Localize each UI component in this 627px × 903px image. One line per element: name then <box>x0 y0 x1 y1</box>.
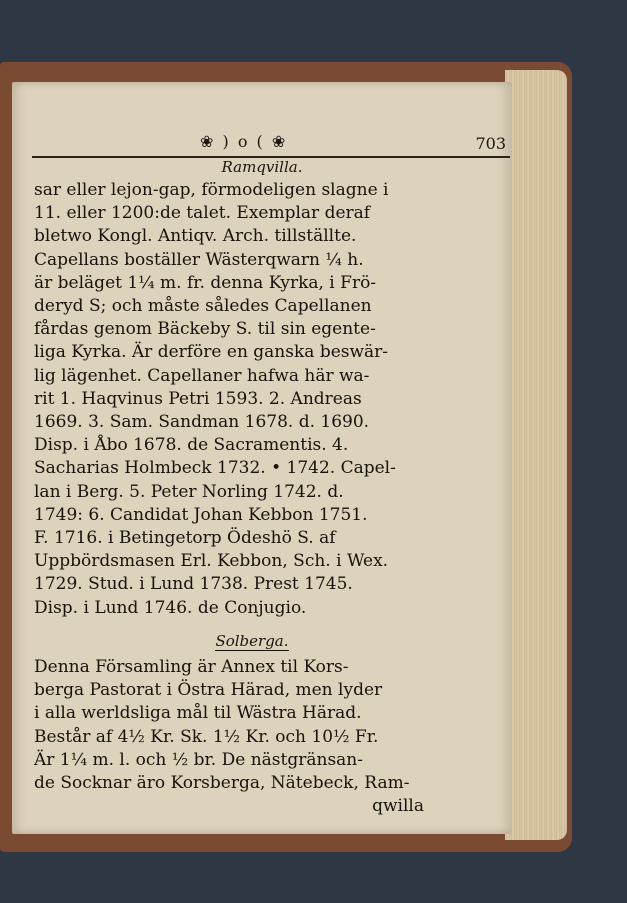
text-line: de Socknar äro Korsberga, Nätebeck, Ram- <box>34 773 410 794</box>
book-page <box>12 82 512 834</box>
running-head: Ramqvilla. <box>221 158 303 176</box>
text-line: Består af 4½ Kr. Sk. 1½ Kr. och 10½ Fr. <box>34 726 379 747</box>
text-line: är beläget 1¼ m. fr. denna Kyrka, i Frö- <box>34 272 377 293</box>
header-ornament: ❀ ) o ( ❀ <box>200 132 288 151</box>
page-edge-marks <box>540 220 562 580</box>
text-line: Är 1¼ m. l. och ½ br. De nästgränsan- <box>34 749 363 770</box>
text-line: fårdas genom Bäckeby S. til sin egente- <box>34 319 376 340</box>
text-line: Uppbördsmasen Erl. Kebbon, Sch. i Wex. <box>34 551 389 572</box>
catchword: qwilla <box>372 796 424 817</box>
text-line: berga Pastorat i Östra Härad, men lyder <box>34 680 383 701</box>
text-line: bletwo Kongl. Antiqv. Arch. tillställte. <box>34 226 357 247</box>
text-line: Disp. i Lund 1746. de Conjugio. <box>34 597 307 618</box>
text-line: 1729. Stud. i Lund 1738. Prest 1745. <box>34 574 353 595</box>
body-text-solberga <box>34 656 434 818</box>
text-line: i alla werldsliga mål til Wästra Härad. <box>34 703 362 724</box>
text-line: liga Kyrka. Är derföre en ganska beswär- <box>34 342 389 363</box>
text-line: lan i Berg. 5. Peter Norling 1742. d. <box>34 481 344 502</box>
text-line: rit 1. Haqvinus Petri 1593. 2. Andreas <box>34 388 362 409</box>
text-line: Sacharias Holmbeck 1732. • 1742. Capel- <box>34 458 396 479</box>
body-text-ramqvilla <box>34 179 434 620</box>
text-line: deryd S; och måste således Capellanen <box>34 296 372 317</box>
text-line: 1749: 6. Candidat Johan Kebbon 1751. <box>34 504 368 525</box>
page-header <box>40 132 512 154</box>
text-line: sar eller lejon-gap, förmodeligen slagne i <box>34 180 389 200</box>
section-title-text: Solberga. <box>215 632 289 650</box>
text-line: lig lägenhet. Capellaner hafwa här wa- <box>34 365 370 386</box>
text-line: Disp. i Åbo 1678. de Sacramentis. 4. <box>34 435 349 456</box>
text-line: F. 1716. i Betingetorp Ödeshö S. af <box>34 528 336 549</box>
page-number: 703 <box>475 134 506 153</box>
section-title <box>12 632 492 650</box>
text-line: 1669. 3. Sam. Sandman 1678. d. 1690. <box>34 412 370 433</box>
text-line: 11. eller 1200:de talet. Exemplar deraf <box>34 203 371 224</box>
text-line: Denna Församling är Annex til Kors- <box>34 657 349 677</box>
text-line: Capellans boställer Wästerqwarn ¼ h. <box>34 249 364 270</box>
